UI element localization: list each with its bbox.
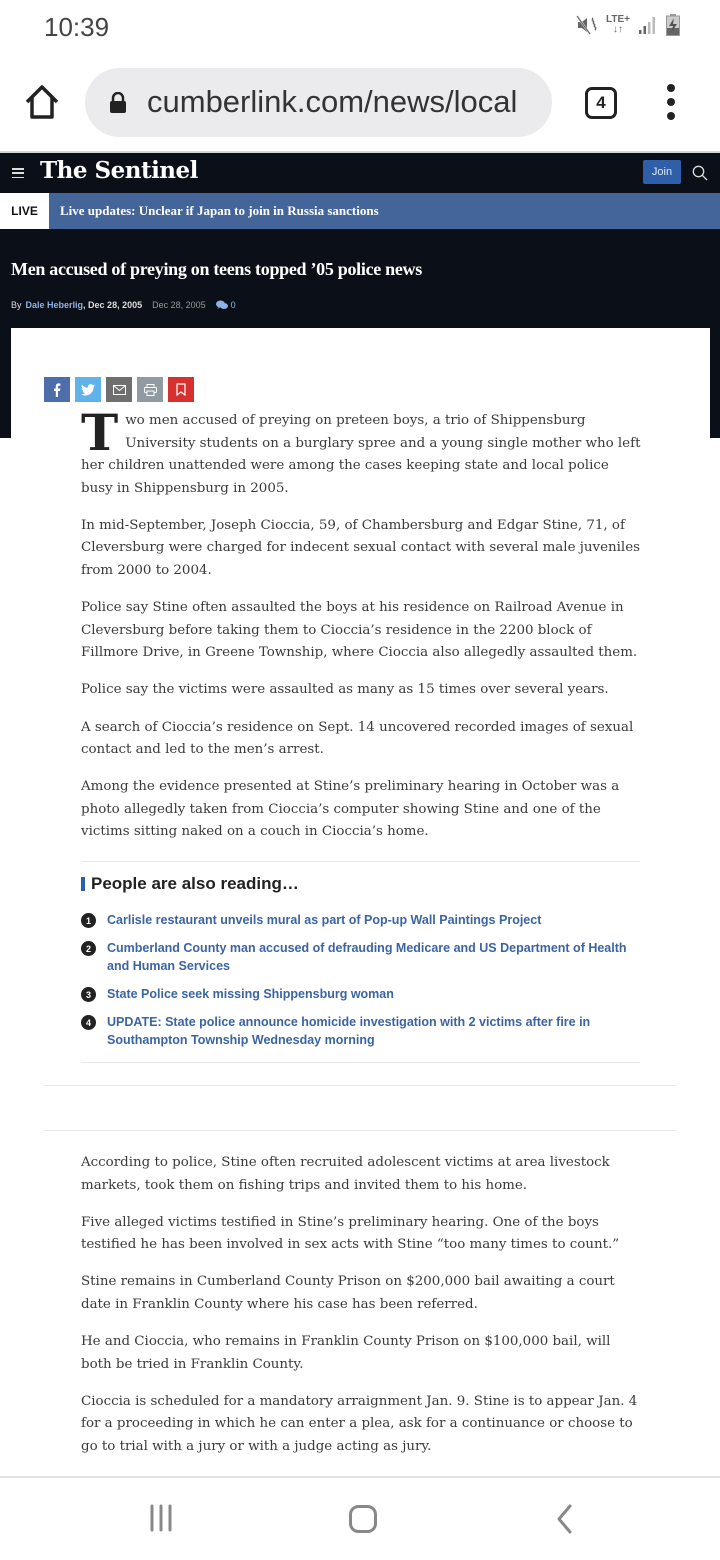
author-link[interactable] (26, 300, 143, 310)
bookmark-icon (176, 383, 186, 396)
article-paragraph: He and Cioccia, who remains in Franklin County Prison on $100,000 bail, will both be tried in Franklin County. (81, 1334, 611, 1372)
also-reading-module (81, 874, 641, 1059)
divider (81, 1062, 640, 1063)
facebook-share-button[interactable] (44, 377, 70, 402)
article-link[interactable]: Carlisle restaurant unveils mural as part of Pop-up Wall Paintings Project (107, 913, 542, 927)
updated-date: Dec 28, 2005 (152, 300, 206, 310)
rank-badge: 1 (81, 913, 96, 928)
home-icon[interactable] (22, 82, 62, 122)
browser-toolbar (0, 56, 720, 152)
article-paragraph (81, 403, 641, 500)
email-share-button[interactable] (106, 377, 132, 402)
list-item[interactable] (81, 1013, 641, 1049)
print-icon (144, 384, 157, 396)
status-icons (576, 14, 680, 36)
share-buttons (44, 377, 194, 402)
network-type: LTE+ (606, 14, 630, 25)
facebook-icon (53, 383, 61, 397)
article-paragraph: Police say the victims were assaulted as many as 15 times over several years. (81, 682, 609, 698)
overflow-menu-icon[interactable] (662, 84, 680, 120)
hamburger-menu-icon[interactable] (12, 168, 24, 178)
url-bar[interactable] (85, 68, 552, 137)
also-reading-list (81, 911, 641, 1049)
article-headline: Men accused of preying on teens topped ’05 police news (11, 259, 422, 279)
article-body-bottom (81, 1152, 641, 1473)
list-item[interactable] (81, 911, 641, 929)
divider (44, 1085, 676, 1086)
url-text[interactable]: cumberlink.com/news/local (147, 84, 518, 119)
accent-bar (81, 877, 85, 891)
system-nav-bar (0, 1478, 720, 1560)
article-link[interactable]: State Police seek missing Shippensburg woman (107, 987, 394, 1001)
status-bar (0, 0, 720, 56)
recent-apps-icon[interactable] (148, 1504, 176, 1532)
print-button[interactable] (137, 377, 163, 402)
signal-icon (638, 15, 658, 35)
article-body-top (81, 403, 641, 859)
live-updates-link[interactable]: Live updates: Unclear if Japan to join in Russia sanctions (60, 203, 379, 218)
rank-badge: 3 (81, 987, 96, 1002)
drop-cap: T (81, 403, 119, 462)
also-reading-title (81, 874, 641, 894)
article-paragraph: According to police, Stine often recruited adolescent victims at area livestock markets, took them on fishing trips and invited them to his home. (81, 1155, 610, 1193)
list-item[interactable] (81, 985, 641, 1003)
comments-link[interactable] (216, 300, 236, 310)
article-paragraph: A search of Cioccia’s residence on Sept. 14 uncovered recorded images of sexual contact and led to the men’s arrest. (81, 719, 634, 758)
join-button[interactable]: Join (643, 160, 681, 184)
lock-icon (109, 92, 127, 114)
article-paragraph: Stine remains in Cumberland County Prison on $200,000 bail awaiting a court date in Franklin County where his case has been referred. (81, 1274, 615, 1312)
lte-data-icon: LTE+ ↓↑ (606, 14, 630, 35)
article-paragraph: In mid-September, Joseph Cioccia, 59, of Chambersburg and Edgar Stine, 71, of Cleversburg were charged for indecent sexual contact with several male juveniles from 2000 to 2004. (81, 517, 641, 579)
email-icon (113, 385, 126, 395)
article-paragraph: Among the evidence presented at Stine’s preliminary hearing in October was a photo allegedly taken from Cioccia’s computer showing Stine and one of the victims sitting naked on a couch in Cioccia’s home. (81, 779, 620, 840)
twitter-share-button[interactable] (75, 377, 101, 402)
publish-date: , Dec 28, 2005 (83, 300, 143, 310)
article-paragraph: Police say Stine often assaulted the boys at his residence on Railroad Avenue in Cleversburg before taking them to Cioccia’s residence in the 2200 block of Fillmore Drive, in Greene Township, where Cioccia also allegedly assaulted them. (81, 600, 638, 661)
mute-vibrate-icon (576, 14, 598, 36)
also-reading-heading: People are also reading… (91, 874, 299, 893)
back-icon[interactable] (554, 1504, 576, 1534)
list-item[interactable] (81, 939, 641, 975)
site-logo[interactable]: The Sentinel (40, 157, 198, 184)
author-name[interactable]: Dale Heberlig (25, 300, 84, 310)
battery-charging-icon (666, 14, 680, 36)
tabs-button[interactable]: 4 (585, 87, 617, 119)
search-icon[interactable] (692, 165, 708, 181)
article-paragraph: Cioccia is scheduled for a mandatory arraignment Jan. 9. Stine is to appear Jan. 4 for a proceeding in which he can enter a plea, ask for a continuance or choose to go to trial with a jury or with a judge acting as jury. (81, 1393, 638, 1454)
divider (44, 1130, 676, 1131)
paragraph-text: wo men accused of preying on preteen boys, a trio of Shippensburg University students on a burglary spree and a young single mother who left her children unattended were among the cases keeping state and local police busy in Shippensburg in 2005. (81, 413, 641, 496)
rank-badge: 2 (81, 941, 96, 956)
bookmark-button[interactable] (168, 377, 194, 402)
status-time: 10:39 (44, 12, 110, 42)
comments-icon (216, 300, 228, 310)
live-badge: LIVE (0, 193, 49, 229)
article-link[interactable]: UPDATE: State police announce homicide investigation with 2 victims after fire in Southampton Township Wednesday morning (107, 1015, 591, 1047)
article-link[interactable]: Cumberland County man accused of defrauding Medicare and US Department of Health and Human Services (107, 941, 627, 973)
twitter-icon (81, 384, 95, 396)
divider (81, 861, 640, 862)
article-paragraph: Five alleged victims testified in Stine’s preliminary hearing. One of the boys testified he has been involved in sex acts with Stine “too many times to count.” (81, 1214, 620, 1253)
byline-prefix: By (11, 300, 22, 310)
comment-count[interactable]: 0 (230, 300, 236, 310)
rank-badge: 4 (81, 1015, 96, 1030)
live-updates-bar[interactable] (0, 193, 720, 229)
home-nav-icon[interactable] (348, 1504, 378, 1534)
byline (11, 300, 236, 310)
